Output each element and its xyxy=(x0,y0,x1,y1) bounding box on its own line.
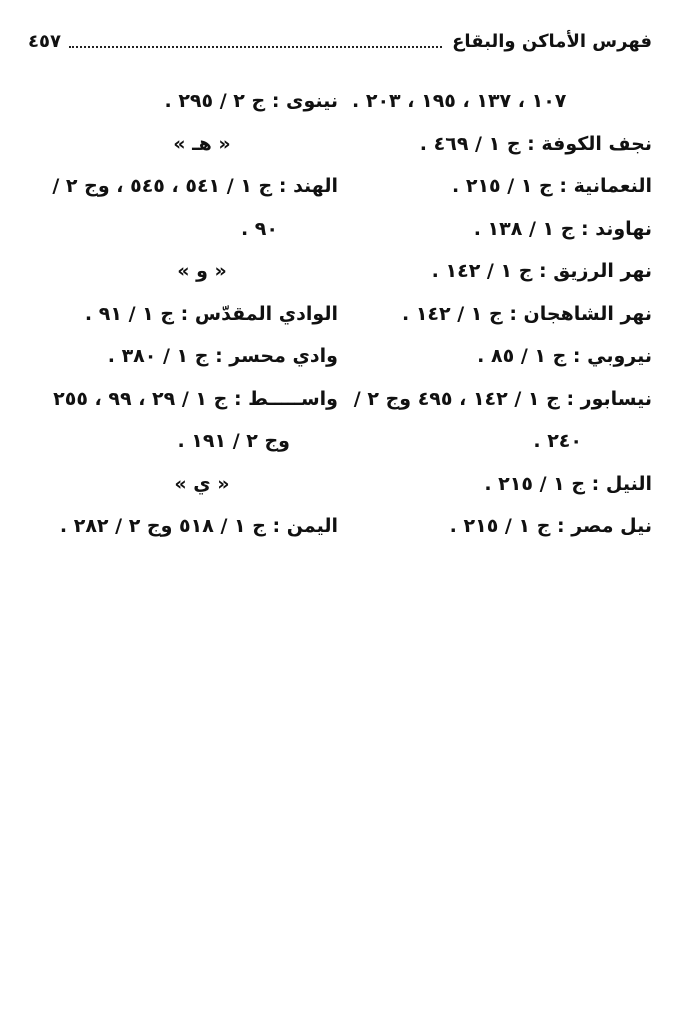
index-entry: وادي محسر : ج ١ / ٣٨٠ . xyxy=(107,345,338,367)
letter-heading: « ي » xyxy=(174,472,230,495)
letter-heading: « و » xyxy=(177,260,227,282)
index-entry: الوادي المقدّس : ج ١ / ٩١ . xyxy=(84,302,338,325)
index-entry: واســـــط : ج ١ / ٢٩ ، ٩٩ ، ٢٥٥ xyxy=(53,387,338,410)
index-entry-continuation: وج ٢ / ١٩١ . xyxy=(177,430,290,452)
index-entry: نهر الشاهجان : ج ١ / ١٤٢ . xyxy=(401,302,652,325)
index-entry: نيروبي : ج ١ / ٨٥ . xyxy=(477,345,652,367)
index-entry: اليمن : ج ١ / ٥١٨ وج ٢ / ٢٨٢ . xyxy=(59,515,338,537)
page-number: ٤٥٧ xyxy=(28,30,61,52)
index-entry-continuation: ٢٤٠ . xyxy=(533,430,582,452)
index-entry: النعمانية : ج ١ / ٢١٥ . xyxy=(452,175,652,197)
letter-heading: « هـ » xyxy=(173,132,231,155)
right-column xyxy=(352,80,652,548)
index-entry: الهند : ج ١ / ٥٤١ ، ٥٤٥ ، وج ٢ / xyxy=(52,175,338,197)
index-entry: نينوى : ج ٢ / ٢٩٥ . xyxy=(164,90,338,112)
index-entry: النيل : ج ١ / ٢١٥ . xyxy=(484,472,652,495)
index-entry: ١٠٧ ، ١٣٧ ، ١٩٥ ، ٢٠٣ . xyxy=(352,90,567,112)
index-entry: نهر الرزيق : ج ١ / ١٤٢ . xyxy=(431,260,652,282)
index-entry-continuation: ٩٠ . xyxy=(240,217,278,240)
index-entry: نيل مصر : ج ١ / ٢١٥ . xyxy=(449,515,652,537)
index-entry: نجف الكوفة : ج ١ / ٤٦٩ . xyxy=(419,132,652,155)
index-entry: نهاوند : ج ١ / ١٣٨ . xyxy=(473,217,652,240)
header-dot-leader xyxy=(69,46,442,48)
left-column xyxy=(38,80,338,548)
index-entry: نيسابور : ج ١ / ١٤٢ ، ٤٩٥ وج ٢ / xyxy=(353,387,652,410)
header-title: فهرس الأماكن والبقاع xyxy=(452,30,652,52)
running-header xyxy=(28,26,652,56)
